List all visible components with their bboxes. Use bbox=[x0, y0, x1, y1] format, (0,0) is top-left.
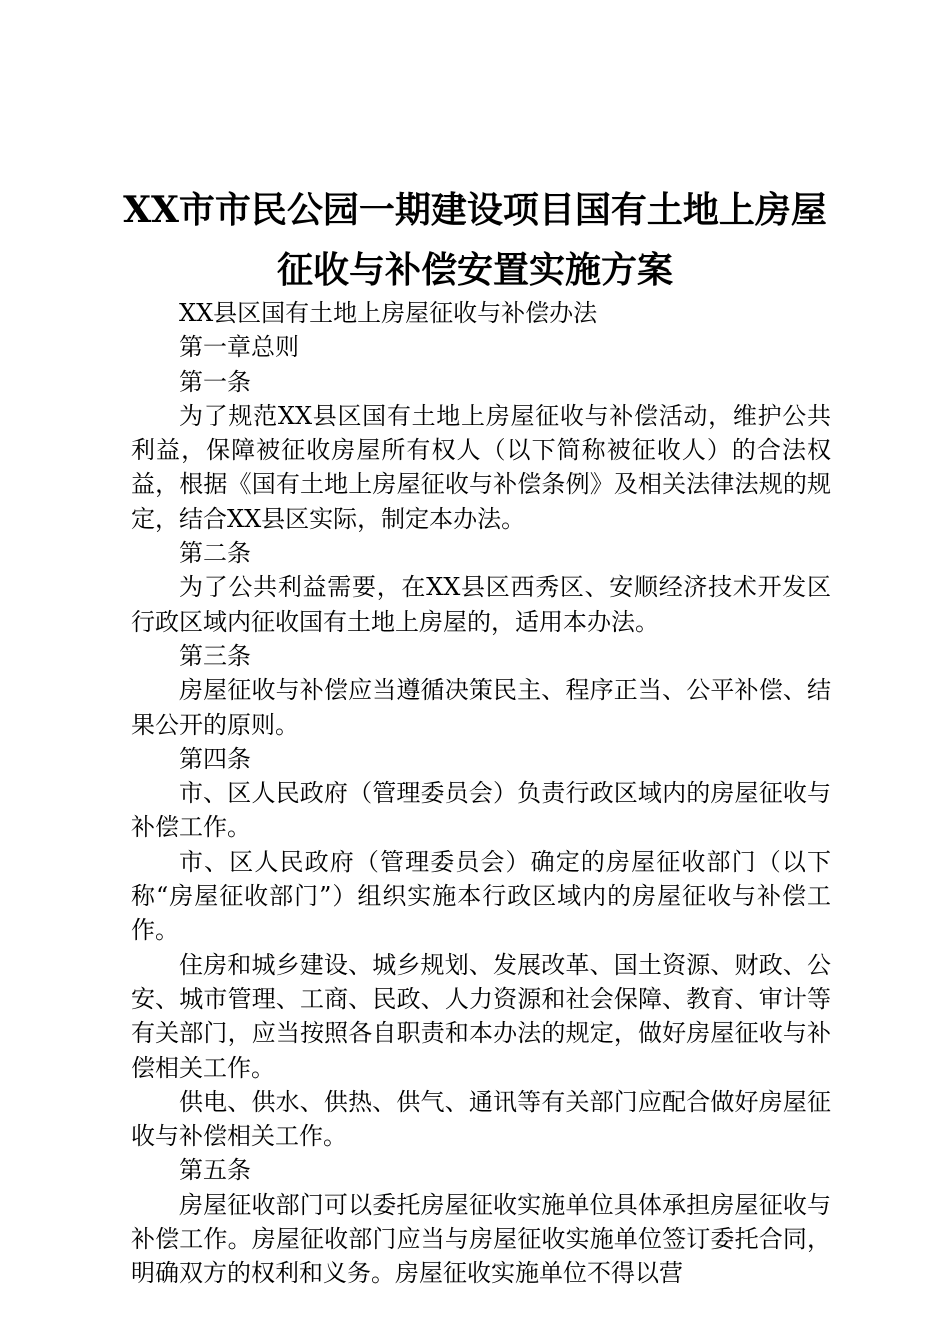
article-heading: 第二条 bbox=[179, 539, 251, 568]
article-heading: 第三条 bbox=[179, 641, 251, 670]
article-paragraph: 市、区人民政府（管理委员会）确定的房屋征收部门（以下称“房屋征收部门”）组织实施本行政区域内的房屋征收与补偿工作。 bbox=[131, 847, 831, 945]
document-title-line-2: 征收与补偿安置实施方案 bbox=[276, 249, 673, 291]
article-paragraph: 住房和城乡建设、城乡规划、发展改革、国土资源、财政、公安、城市管理、工商、民政、人力资源和社会保障、教育、审计等有关部门，应当按照各自职责和本办法的规定，做好房屋征收与补偿相关工作。 bbox=[131, 950, 831, 1082]
article-heading: 第一条 bbox=[179, 367, 251, 396]
document-title-line-1: XX市市民公园一期建设项目国有土地上房屋 bbox=[123, 189, 827, 231]
chapter-heading: 第一章总则 bbox=[179, 333, 299, 362]
article-paragraph: 为了公共利益需要，在XX县区西秀区、安顺经济技术开发区行政区域内征收国有土地上房屋的，适用本办法。 bbox=[131, 573, 831, 636]
article-paragraph: 供电、供水、供热、供气、通讯等有关部门应配合做好房屋征收与补偿相关工作。 bbox=[131, 1087, 831, 1151]
document-body bbox=[131, 296, 831, 1291]
regulation-title: XX县区国有土地上房屋征收与补偿办法 bbox=[179, 299, 598, 327]
article-paragraph: 市、区人民政府（管理委员会）负责行政区域内的房屋征收与补偿工作。 bbox=[131, 779, 831, 842]
article-paragraph: 房屋征收与补偿应当遵循决策民主、程序正当、公平补偿、结果公开的原则。 bbox=[131, 676, 831, 739]
article-heading: 第四条 bbox=[179, 744, 251, 773]
article-paragraph: 为了规范XX县区国有土地上房屋征收与补偿活动，维护公共利益，保障被征收房屋所有权人（以下简称被征收人）的合法权益，根据《国有土地上房屋征收与补偿条例》及相关法律法规的规定，结合XX县区实际，制定本办法。 bbox=[131, 401, 831, 533]
article-heading: 第五条 bbox=[179, 1156, 251, 1185]
article-paragraph: 房屋征收部门可以委托房屋征收实施单位具体承担房屋征收与补偿工作。房屋征收部门应当与房屋征收实施单位签订委托合同，明确双方的权利和义务。房屋征收实施单位不得以营 bbox=[131, 1190, 831, 1288]
